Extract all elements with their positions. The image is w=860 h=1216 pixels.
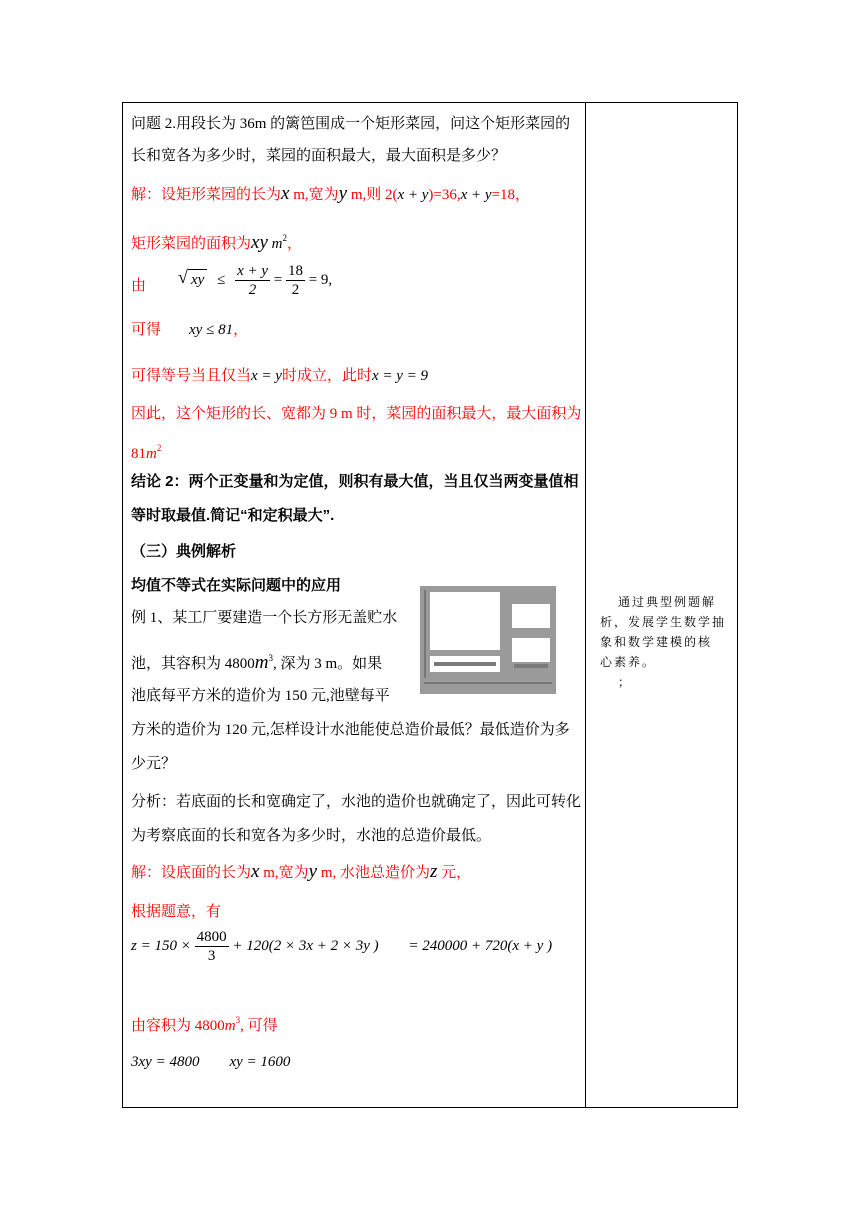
pool-diagram-image (420, 586, 556, 694)
conclusion2-line2: 等时取最值.简记“和定积最大”. (131, 507, 335, 524)
section-heading: （三）典例解析 (131, 543, 237, 560)
solution2-line1: 解：设矩形菜园的长为x m,宽为y m,则 2(x + y)=36,x + y=18， (131, 183, 531, 204)
side-note-line4: 心素养。 (600, 655, 657, 669)
column-divider (585, 102, 586, 1108)
equality-condition-line: 可得等号当且仅当x = y时成立，此时x = y = 9 (131, 368, 429, 384)
keyide-line: 可得 xy ≤ 81， (131, 322, 249, 338)
example1-line1: 例 1、某工厂要建造一个长方形无盖贮水 (131, 610, 398, 626)
conclusion-line2: $81m^2$ (131, 443, 162, 462)
side-note (600, 592, 730, 692)
problem2-line1: 问题 2.用段长为 36m 的篱笆围成一个矩形菜园，问这个矩形菜园的 (131, 116, 571, 132)
subheading: 均值不等式在实际问题中的应用 (131, 577, 342, 594)
example-solution-line: 解：设底面的长为x m,宽为y m, 水池总造价为z 元， (131, 861, 472, 882)
example1-line2: 池，其容积为 $4800m^3$, 深为 3 m。如果 (131, 652, 383, 673)
side-note-line5: ； (618, 675, 633, 689)
analysis-line2: 为考察底面的长和宽各为多少时，水池的总造价最低。 (131, 828, 492, 844)
volume-line: 由容积为 $4800m^3$, 可得 (131, 1015, 278, 1034)
you-label: 由 (131, 278, 147, 294)
example1-line5: 少元？ (131, 756, 177, 772)
problem2-line2: 长和宽各为多少时，菜园的面积最大，最大面积是多少？ (131, 148, 507, 164)
example1-line4: 方米的造价为 120 元,怎样设计水池能使总造价最低？最低造价为多 (131, 722, 570, 738)
side-note-line2: 析，发展学生数学抽 (600, 615, 727, 629)
side-note-line3: 象和数学建模的核 (600, 635, 713, 649)
basis-line: 根据题意，有 (131, 904, 222, 920)
conclusion-line1: 因此，这个矩形的长、宽都为 9 m 时，菜园的面积最大，最大面积为 (131, 406, 582, 422)
analysis-line1: 分析：若底面的长和宽确定了，水池的造价也就确定了，因此可转化 (131, 794, 582, 810)
example1-line3: 池底每平方米的造价为 150 元,池壁每平 (131, 688, 390, 704)
final-equation: 3xy = 4800 xy = 1600 (131, 1054, 291, 1070)
formula-z: z = 150 × $\frac{4800}{3}$ + 120(2 × 3x + 2 × 3y ) = 240000 + 720(x + y ) (131, 929, 553, 964)
conclusion2-line1: 结论 2：两个正变量和为定值，则积有最大值，当且仅当两变量值相 (131, 473, 579, 490)
side-note-line1: 通过典型例题解 (618, 595, 717, 609)
solution2-line2: 矩形菜园的面积为xy $m^2$， (131, 232, 302, 253)
ineq-sqrt-frac: √ xy ≤ $\frac{x + y}{2}$ = $\frac{18}{2}$ = 9, (180, 262, 332, 299)
